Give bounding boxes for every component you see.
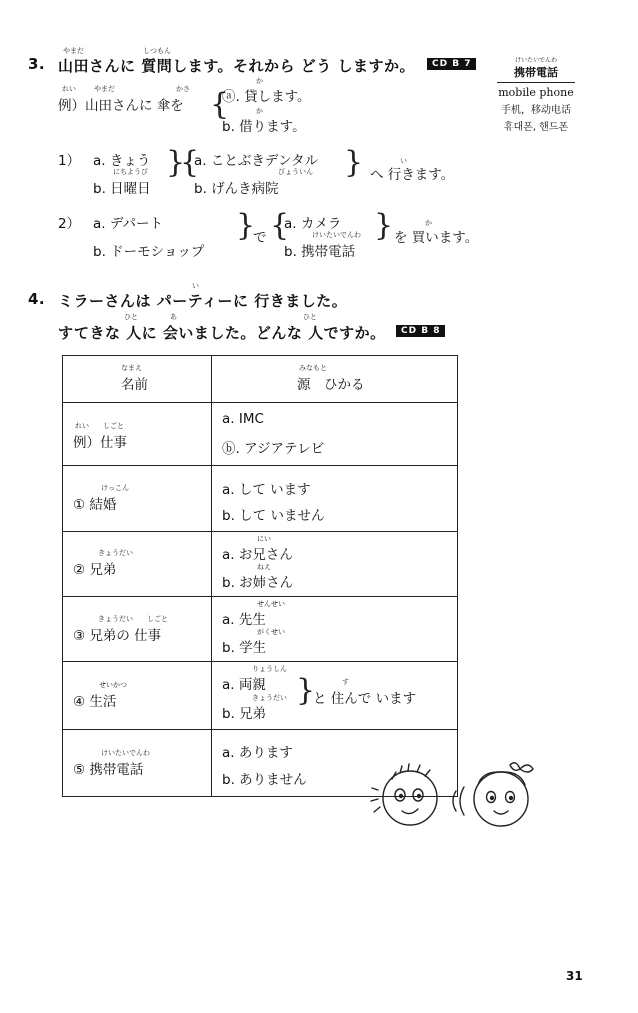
header-person: 源 ひかる	[297, 377, 365, 393]
section-4-number: 4.	[28, 290, 46, 308]
furigana: か	[256, 107, 263, 115]
option-b: b. して いません	[222, 508, 325, 524]
furigana: い	[192, 282, 199, 290]
option-a: a. 先生	[222, 612, 266, 628]
row-options-cell	[212, 532, 458, 597]
cd-track-badge: CD B 7	[427, 58, 476, 70]
furigana: ひと	[303, 313, 317, 321]
header-name: 名前	[121, 377, 148, 393]
cartoon-faces-illustration	[370, 755, 560, 837]
row-label: ② 兄弟	[73, 562, 117, 578]
table-row	[63, 532, 458, 597]
furigana: あ	[170, 313, 177, 321]
option-b: b. 兄弟	[222, 706, 267, 722]
section-4-line2: すてきな 人に 会いました。どんな 人ですか。	[58, 324, 386, 342]
table-header-row	[63, 356, 458, 403]
row-label-cell	[63, 403, 212, 466]
q2-option-a: a. デパート	[93, 216, 164, 232]
q2-tail: を 買います。	[394, 230, 479, 246]
vocab-chinese: 手机，移动电话	[501, 105, 571, 116]
furigana: にい	[257, 535, 271, 543]
q1-option-a: a. きょう	[93, 153, 151, 169]
furigana: みなもと	[299, 364, 327, 372]
brace: }	[296, 673, 316, 708]
table-row	[63, 662, 458, 730]
row-label-cell	[63, 662, 212, 730]
furigana: けいたいでんわ	[312, 231, 361, 239]
row-options-cell	[212, 403, 458, 466]
option-b: ⓑ. アジアテレビ	[222, 441, 325, 457]
brace: {	[210, 87, 230, 122]
vocab-box	[497, 55, 575, 133]
section-4-line1: ミラーさんは パーティーに 行きました。	[58, 292, 348, 310]
furigana: がくせい	[257, 628, 285, 636]
q2-option-d: b. 携帯電話	[284, 244, 356, 260]
furigana: せいかつ	[99, 681, 127, 689]
header-name-cell	[63, 356, 212, 403]
sound-mark	[460, 787, 464, 815]
girl-mouth	[494, 811, 508, 814]
furigana: びょういん	[278, 168, 313, 176]
option-a: a. 両親	[222, 677, 266, 693]
furigana: か	[256, 77, 263, 85]
section-3-title: 山田さんに 質問します。それから どう しますか。	[58, 57, 415, 75]
q2-te: で	[253, 230, 267, 246]
brace: }	[374, 208, 394, 243]
furigana: す	[342, 678, 349, 686]
option-a: a. IMC	[222, 411, 264, 427]
row-label: ① 結婚	[73, 497, 117, 513]
furigana: けっこん	[101, 484, 129, 492]
row-label: ③ 兄弟の 仕事	[73, 628, 162, 644]
row-tail: と 住んで います	[313, 691, 417, 707]
furigana: けいたいでんわ	[514, 57, 557, 64]
furigana: せんせい	[257, 600, 285, 608]
brace: }	[166, 145, 186, 180]
furigana: にちようび	[113, 168, 148, 176]
boy-pupil	[418, 795, 421, 798]
furigana: しつもん	[143, 47, 171, 55]
table-row	[63, 403, 458, 466]
q2-option-c: a. カメラ	[284, 216, 342, 232]
furigana: やまだ	[63, 47, 84, 55]
option-a: a. して います	[222, 482, 311, 498]
vocab-english: mobile phone	[498, 86, 574, 99]
furigana: れい しごと	[75, 422, 124, 430]
row-options-cell	[212, 662, 458, 730]
girl-pupil	[510, 797, 513, 800]
row-options-cell	[212, 466, 458, 532]
option-b: b. お姉さん	[222, 575, 294, 591]
vocab-korean: 휴대폰, 핸드폰	[503, 122, 569, 133]
row-label: ④ 生活	[73, 694, 117, 710]
q1-option-b: b. 日曜日	[93, 181, 151, 197]
boy-mouth	[402, 809, 418, 814]
example-option-a: ⓐ. 貸します。	[222, 89, 311, 105]
furigana: ひと	[124, 313, 138, 321]
q2-option-b: b. ドーモショップ	[93, 244, 205, 260]
furigana: ねえ	[257, 563, 271, 571]
table-row	[63, 597, 458, 662]
boy-face	[383, 771, 437, 825]
brace: }	[236, 208, 256, 243]
row-label-cell	[63, 532, 212, 597]
example-prompt: 例）山田さんに 傘を	[58, 98, 184, 114]
furigana: い	[400, 157, 407, 165]
furigana: か	[425, 219, 432, 227]
brace: }	[344, 145, 364, 180]
furigana: けいたいでんわ	[101, 749, 150, 757]
brace: {	[180, 145, 200, 180]
row-label: 例）仕事	[73, 435, 127, 451]
furigana: りょうしん	[252, 665, 287, 673]
vocab-word: 携帯電話	[497, 64, 575, 83]
sound-mark	[453, 791, 456, 811]
table-row	[63, 466, 458, 532]
furigana: れい	[62, 85, 76, 93]
page-number: 31	[566, 969, 583, 983]
option-a: a. あります	[222, 745, 293, 761]
furigana: やまだ	[94, 85, 115, 93]
row-label-cell	[63, 466, 212, 532]
girl-hair-bow	[510, 763, 533, 772]
section-3-number: 3.	[28, 55, 46, 73]
motion-lines	[371, 788, 380, 812]
header-person-cell	[212, 356, 458, 403]
answer-table	[62, 355, 458, 797]
row-label-cell	[63, 597, 212, 662]
row-label-cell	[63, 730, 212, 797]
example-option-b: b. 借ります。	[222, 119, 306, 135]
girl-face	[474, 772, 528, 826]
q1-option-c: a. ことぶきデンタル	[194, 153, 319, 169]
option-b: b. ありません	[222, 772, 307, 788]
option-b: b. 学生	[222, 640, 267, 656]
boy-pupil	[400, 795, 403, 798]
q1-option-d: b. げんき病院	[194, 181, 279, 197]
furigana: きょうだい	[98, 549, 133, 557]
q1-tail: へ 行きます。	[370, 167, 455, 183]
row-label: ⑤ 携帯電話	[73, 762, 144, 778]
furigana: きょうだい	[252, 694, 287, 702]
girl-pupil	[491, 797, 494, 800]
furigana: きょうだい しごと	[98, 615, 168, 623]
option-a: a. お兄さん	[222, 547, 293, 563]
brace: {	[270, 208, 290, 243]
furigana: なまえ	[121, 364, 142, 372]
q2-number: 2）	[58, 216, 81, 232]
q1-number: 1）	[58, 153, 81, 169]
cd-track-badge: CD B 8	[396, 325, 445, 337]
furigana: かさ	[176, 85, 190, 93]
row-options-cell	[212, 597, 458, 662]
